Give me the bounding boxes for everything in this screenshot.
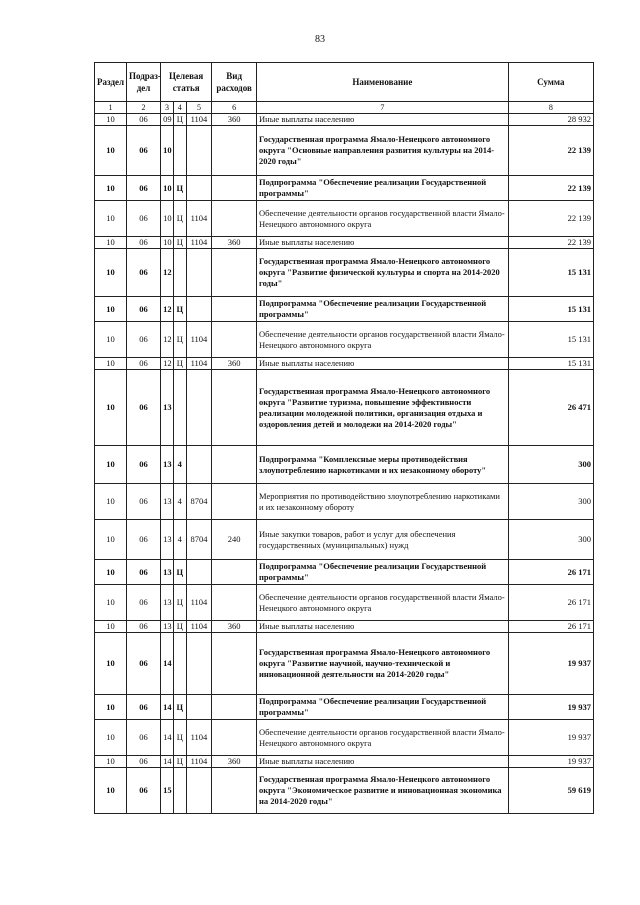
target-direction-cell: 1104 (186, 756, 212, 768)
expense-type-cell (212, 176, 257, 201)
item-name-cell: Иные выплаты населению (257, 237, 509, 249)
target-program-cell: 13 (161, 484, 174, 520)
expense-type-cell (212, 720, 257, 756)
expense-type-cell (212, 249, 257, 297)
table-row (95, 322, 594, 358)
column-index: 8 (508, 102, 593, 114)
header-expense-type: Вид расходов (212, 63, 257, 102)
sum-cell: 22 139 (508, 201, 593, 237)
item-name-cell: Государственная программа Ямало-Ненецкого автономного округа "Основные направления развития культуры на 2014-2020 годы" (257, 126, 509, 176)
header-sum: Сумма (508, 63, 593, 102)
sum-cell: 300 (508, 446, 593, 484)
target-subprogram-cell: Ц (173, 358, 186, 370)
target-subprogram-cell: Ц (173, 201, 186, 237)
item-name-cell: Государственная программа Ямало-Ненецкого автономного округа "Экономическое развитие и инновационная экономика на 2014-2020 годы" (257, 768, 509, 814)
table-row (95, 633, 594, 695)
table-row (95, 756, 594, 768)
column-index: 4 (173, 102, 186, 114)
podrazdel-cell: 06 (126, 370, 160, 446)
target-program-cell: 14 (161, 695, 174, 720)
razdel-cell: 10 (95, 720, 127, 756)
podrazdel-cell: 06 (126, 756, 160, 768)
table-row (95, 297, 594, 322)
page-number: 83 (315, 34, 325, 45)
sum-cell: 19 937 (508, 756, 593, 768)
item-name-cell: Государственная программа Ямало-Ненецкого автономного округа "Развитие физической культуры и спорта на 2014-2020 годы" (257, 249, 509, 297)
item-name-cell: Государственная программа Ямало-Ненецкого автономного округа "Развитие туризма, повышение эффективности реализации молодежной политики, организация отдыха и оздоровления детей и молодежи на 2014-2020 годы" (257, 370, 509, 446)
podrazdel-cell: 06 (126, 484, 160, 520)
target-subprogram-cell (173, 249, 186, 297)
item-name-cell: Подпрограмма "Обеспечение реализации Государственной программы" (257, 560, 509, 585)
podrazdel-cell: 06 (126, 237, 160, 249)
sum-cell: 59 619 (508, 768, 593, 814)
item-name-cell: Обеспечение деятельности органов государственной власти Ямало-Ненецкого автономного округа (257, 201, 509, 237)
sum-cell: 15 131 (508, 249, 593, 297)
item-name-cell: Обеспечение деятельности органов государственной власти Ямало-Ненецкого автономного округа (257, 720, 509, 756)
table-row (95, 176, 594, 201)
sum-cell: 26 171 (508, 585, 593, 621)
podrazdel-cell: 06 (126, 621, 160, 633)
sum-cell: 19 937 (508, 720, 593, 756)
table-row (95, 560, 594, 585)
podrazdel-cell: 06 (126, 720, 160, 756)
target-subprogram-cell: Ц (173, 585, 186, 621)
razdel-cell: 10 (95, 358, 127, 370)
sum-cell: 26 171 (508, 621, 593, 633)
target-direction-cell (186, 176, 212, 201)
expense-type-cell: 360 (212, 237, 257, 249)
table-row (95, 201, 594, 237)
target-program-cell: 12 (161, 297, 174, 322)
expense-type-cell (212, 370, 257, 446)
target-program-cell: 13 (161, 446, 174, 484)
item-name-cell: Иные выплаты населению (257, 114, 509, 126)
column-index: 3 (161, 102, 174, 114)
expense-type-cell (212, 484, 257, 520)
podrazdel-cell: 06 (126, 126, 160, 176)
target-subprogram-cell: Ц (173, 720, 186, 756)
razdel-cell: 10 (95, 695, 127, 720)
sum-cell: 300 (508, 520, 593, 560)
podrazdel-cell: 06 (126, 249, 160, 297)
item-name-cell: Обеспечение деятельности органов государственной власти Ямало-Ненецкого автономного округа (257, 585, 509, 621)
target-program-cell: 13 (161, 560, 174, 585)
target-direction-cell: 1104 (186, 237, 212, 249)
target-program-cell: 14 (161, 633, 174, 695)
podrazdel-cell: 06 (126, 358, 160, 370)
expense-type-cell (212, 633, 257, 695)
target-program-cell: 12 (161, 322, 174, 358)
razdel-cell: 10 (95, 446, 127, 484)
target-program-cell: 14 (161, 756, 174, 768)
target-direction-cell (186, 249, 212, 297)
target-direction-cell: 1104 (186, 621, 212, 633)
header-podrazdel: Подраз-дел (126, 63, 160, 102)
podrazdel-cell: 06 (126, 297, 160, 322)
table-row (95, 237, 594, 249)
item-name-cell: Мероприятия по противодействию злоупотреблению наркотиками и их незаконному обороту (257, 484, 509, 520)
item-name-cell: Подпрограмма "Обеспечение реализации Государственной программы" (257, 695, 509, 720)
razdel-cell: 10 (95, 633, 127, 695)
razdel-cell: 10 (95, 114, 127, 126)
table-row (95, 621, 594, 633)
target-direction-cell (186, 633, 212, 695)
target-direction-cell (186, 370, 212, 446)
expense-type-cell: 240 (212, 520, 257, 560)
target-direction-cell (186, 297, 212, 322)
item-name-cell: Подпрограмма "Комплексные меры противодействия злоупотреблению наркотиками и их незаконному обороту" (257, 446, 509, 484)
table-row (95, 249, 594, 297)
target-program-cell: 15 (161, 768, 174, 814)
razdel-cell: 10 (95, 484, 127, 520)
sum-cell: 15 131 (508, 297, 593, 322)
target-direction-cell: 1104 (186, 720, 212, 756)
target-program-cell: 10 (161, 176, 174, 201)
sum-cell: 19 937 (508, 695, 593, 720)
column-index: 1 (95, 102, 127, 114)
item-name-cell: Иные выплаты населению (257, 756, 509, 768)
table-row (95, 695, 594, 720)
target-direction-cell (186, 446, 212, 484)
podrazdel-cell: 06 (126, 520, 160, 560)
column-index: 5 (186, 102, 212, 114)
table-row (95, 768, 594, 814)
razdel-cell: 10 (95, 585, 127, 621)
expense-type-cell (212, 768, 257, 814)
target-subprogram-cell: Ц (173, 695, 186, 720)
razdel-cell: 10 (95, 201, 127, 237)
sum-cell: 300 (508, 484, 593, 520)
target-program-cell: 14 (161, 720, 174, 756)
target-subprogram-cell: Ц (173, 176, 186, 201)
target-subprogram-cell: Ц (173, 322, 186, 358)
item-name-cell: Иные выплаты населению (257, 621, 509, 633)
target-direction-cell (186, 695, 212, 720)
razdel-cell: 10 (95, 370, 127, 446)
podrazdel-cell: 06 (126, 585, 160, 621)
razdel-cell: 10 (95, 176, 127, 201)
podrazdel-cell: 06 (126, 446, 160, 484)
sum-cell: 26 171 (508, 560, 593, 585)
expense-type-cell (212, 201, 257, 237)
target-subprogram-cell: 4 (173, 484, 186, 520)
target-program-cell: 13 (161, 621, 174, 633)
target-direction-cell: 8704 (186, 520, 212, 560)
target-program-cell: 10 (161, 237, 174, 249)
expense-type-cell (212, 297, 257, 322)
table-row (95, 370, 594, 446)
target-direction-cell: 1104 (186, 358, 212, 370)
podrazdel-cell: 06 (126, 176, 160, 201)
sum-cell: 22 139 (508, 237, 593, 249)
podrazdel-cell: 06 (126, 633, 160, 695)
item-name-cell: Иные выплаты населению (257, 358, 509, 370)
podrazdel-cell: 06 (126, 768, 160, 814)
razdel-cell: 10 (95, 768, 127, 814)
target-program-cell: 12 (161, 358, 174, 370)
column-index: 7 (257, 102, 509, 114)
razdel-cell: 10 (95, 621, 127, 633)
table-row (95, 484, 594, 520)
expense-type-cell (212, 695, 257, 720)
expense-type-cell (212, 126, 257, 176)
target-subprogram-cell: Ц (173, 297, 186, 322)
column-index: 2 (126, 102, 160, 114)
podrazdel-cell: 06 (126, 114, 160, 126)
item-name-cell: Государственная программа Ямало-Ненецкого автономного округа "Развитие научной, научно-технической и инновационной деятельности на 2014-2020 годы" (257, 633, 509, 695)
expense-type-cell (212, 446, 257, 484)
target-direction-cell: 1104 (186, 585, 212, 621)
podrazdel-cell: 06 (126, 322, 160, 358)
target-direction-cell (186, 768, 212, 814)
target-program-cell: 13 (161, 585, 174, 621)
header-razdel: Раздел (95, 63, 127, 102)
target-direction-cell: 8704 (186, 484, 212, 520)
sum-cell: 19 937 (508, 633, 593, 695)
target-subprogram-cell (173, 633, 186, 695)
table-row (95, 585, 594, 621)
header-name: Наименование (257, 63, 509, 102)
razdel-cell: 10 (95, 237, 127, 249)
item-name-cell: Обеспечение деятельности органов государственной власти Ямало-Ненецкого автономного округа (257, 322, 509, 358)
razdel-cell: 10 (95, 520, 127, 560)
target-direction-cell: 1104 (186, 322, 212, 358)
expense-type-cell (212, 322, 257, 358)
target-direction-cell: 1104 (186, 201, 212, 237)
target-program-cell: 10 (161, 201, 174, 237)
target-program-cell: 09 (161, 114, 174, 126)
target-subprogram-cell: Ц (173, 560, 186, 585)
razdel-cell: 10 (95, 756, 127, 768)
target-subprogram-cell: 4 (173, 520, 186, 560)
item-name-cell: Иные закупки товаров, работ и услуг для обеспечения государственных (муниципальных) нужд (257, 520, 509, 560)
expense-type-cell: 360 (212, 621, 257, 633)
item-name-cell: Подпрограмма "Обеспечение реализации Государственной программы" (257, 176, 509, 201)
table-row (95, 358, 594, 370)
expense-type-cell (212, 560, 257, 585)
column-index-row (95, 102, 594, 114)
target-subprogram-cell: Ц (173, 237, 186, 249)
expense-type-cell: 360 (212, 114, 257, 126)
column-index: 6 (212, 102, 257, 114)
razdel-cell: 10 (95, 126, 127, 176)
sum-cell: 26 471 (508, 370, 593, 446)
target-subprogram-cell (173, 370, 186, 446)
sum-cell: 15 131 (508, 358, 593, 370)
razdel-cell: 10 (95, 249, 127, 297)
sum-cell: 22 139 (508, 176, 593, 201)
target-subprogram-cell: Ц (173, 621, 186, 633)
razdel-cell: 10 (95, 322, 127, 358)
table-row (95, 720, 594, 756)
razdel-cell: 10 (95, 297, 127, 322)
target-subprogram-cell (173, 126, 186, 176)
target-subprogram-cell: Ц (173, 756, 186, 768)
target-program-cell: 12 (161, 249, 174, 297)
expense-type-cell: 360 (212, 358, 257, 370)
table-row (95, 126, 594, 176)
target-subprogram-cell: Ц (173, 114, 186, 126)
target-program-cell: 10 (161, 126, 174, 176)
table-row (95, 520, 594, 560)
item-name-cell: Подпрограмма "Обеспечение реализации Государственной программы" (257, 297, 509, 322)
header-row (95, 63, 594, 102)
budget-table (94, 62, 594, 814)
sum-cell: 28 932 (508, 114, 593, 126)
target-program-cell: 13 (161, 520, 174, 560)
expense-type-cell: 360 (212, 756, 257, 768)
razdel-cell: 10 (95, 560, 127, 585)
table-row (95, 446, 594, 484)
target-direction-cell: 1104 (186, 114, 212, 126)
target-subprogram-cell: 4 (173, 446, 186, 484)
table-row (95, 114, 594, 126)
target-direction-cell (186, 126, 212, 176)
target-direction-cell (186, 560, 212, 585)
podrazdel-cell: 06 (126, 560, 160, 585)
sum-cell: 22 139 (508, 126, 593, 176)
podrazdel-cell: 06 (126, 695, 160, 720)
sum-cell: 15 131 (508, 322, 593, 358)
target-program-cell: 13 (161, 370, 174, 446)
target-subprogram-cell (173, 768, 186, 814)
header-target-article: Целевая статья (161, 63, 212, 102)
podrazdel-cell: 06 (126, 201, 160, 237)
expense-type-cell (212, 585, 257, 621)
